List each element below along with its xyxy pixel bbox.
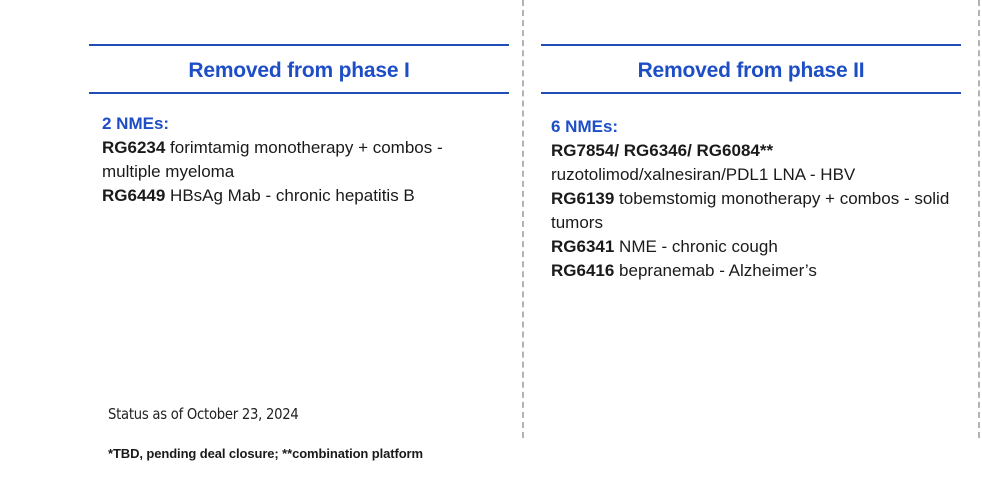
nme-entry — [102, 136, 502, 184]
panel-heading: Removed from phase II — [637, 59, 865, 82]
status-date: Status as of October 23, 2024 — [108, 405, 299, 423]
entry-text: tobemstomig monotherapy + combos - solid tumors — [551, 189, 950, 232]
column-divider-right — [978, 0, 980, 438]
nme-count: 2 NMEs: — [102, 114, 170, 133]
nme-entry — [551, 235, 951, 259]
entry-code: RG6341 — [551, 237, 615, 256]
entry-code: RG7854/ RG6346/ RG6084** — [551, 141, 774, 160]
nme-entry — [551, 259, 951, 283]
entry-code: RG6234 — [102, 138, 166, 157]
panel-body — [551, 115, 951, 283]
heading-top-rule — [541, 44, 961, 46]
entry-code: RG6139 — [551, 189, 615, 208]
entry-text: HBsAg Mab - chronic hepatitis B — [165, 186, 415, 205]
removed-phase-2-panel — [541, 44, 961, 384]
entry-code: RG6449 — [102, 186, 166, 205]
entry-text: NME - chronic cough — [614, 237, 778, 256]
panel-heading: Removed from phase I — [188, 59, 410, 82]
nme-count: 6 NMEs: — [551, 117, 619, 136]
entry-code: RG6416 — [551, 261, 615, 280]
heading-top-rule — [89, 44, 509, 46]
nme-entry — [551, 139, 951, 187]
panel-body — [102, 112, 502, 208]
nme-entry — [551, 187, 951, 235]
entry-text: ruzotolimod/xalnesiran/PDL1 LNA - HBV — [551, 165, 856, 184]
entry-text: forimtamig monotherapy + combos - multiple myeloma — [102, 138, 443, 181]
removed-phase-1-panel — [89, 44, 509, 384]
nme-entry — [102, 184, 502, 208]
column-divider-center — [522, 0, 524, 438]
heading-bottom-rule — [89, 92, 509, 94]
footnote: *TBD, pending deal closure; **combination platform — [108, 446, 423, 461]
heading-bottom-rule — [541, 92, 961, 94]
entry-text: bepranemab - Alzheimer’s — [614, 261, 817, 280]
